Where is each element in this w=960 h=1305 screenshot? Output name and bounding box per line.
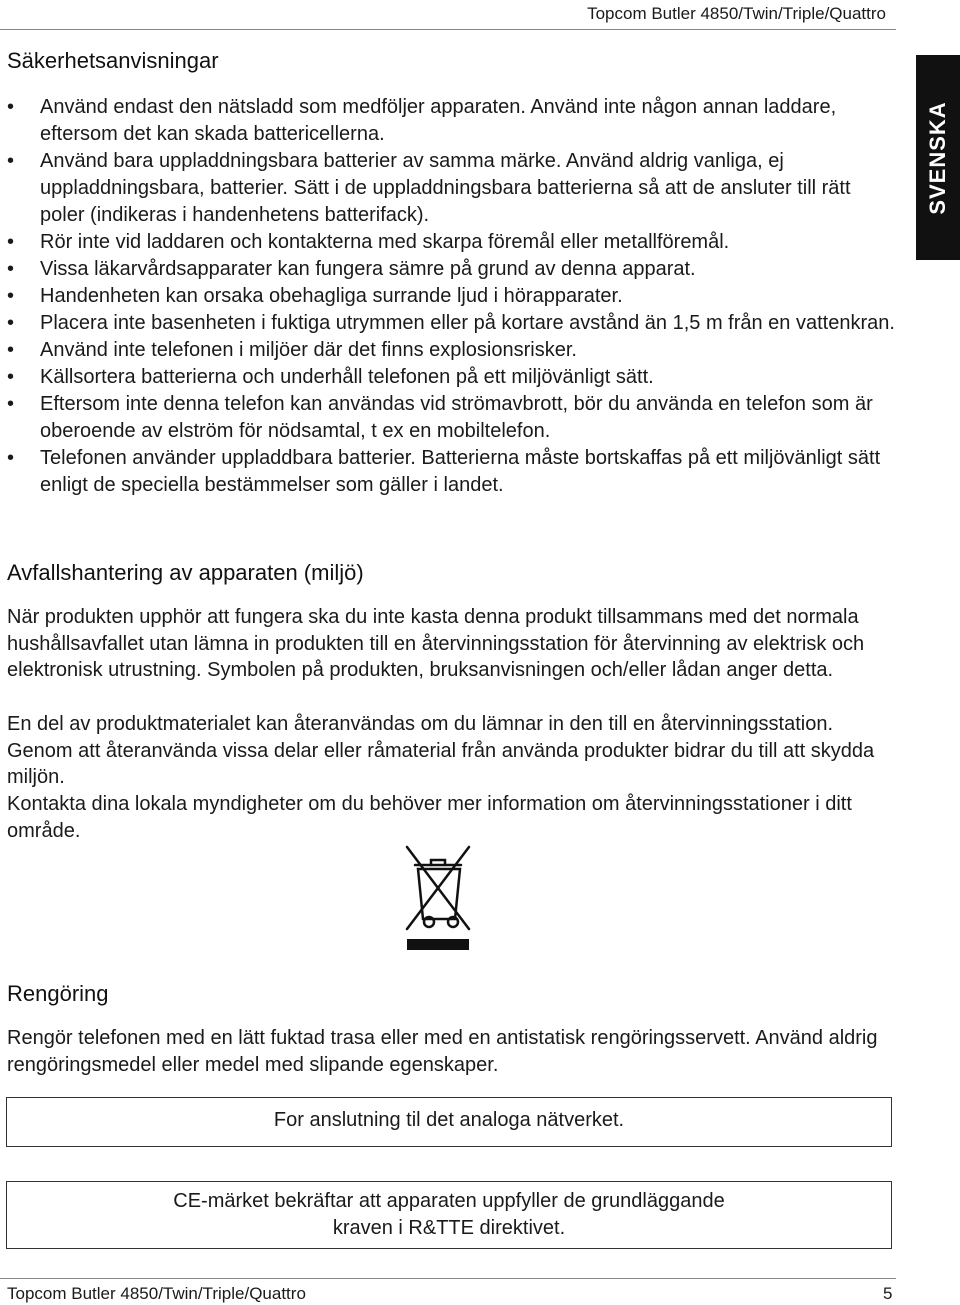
header-divider	[0, 29, 896, 30]
list-item-text: Rör inte vid laddaren och kontakterna med skarpa föremål eller metallföremål.	[40, 231, 730, 253]
bullet-icon: •	[7, 312, 15, 334]
ce-mark-notice-line-2: kraven i R&TTE direktivet.	[332, 1217, 566, 1239]
bullet-icon: •	[7, 393, 15, 415]
safety-list	[7, 94, 897, 499]
footer-divider	[0, 1278, 896, 1279]
disposal-paragraph-3: Kontakta dina lokala myndigheter om du behöver mer information om återvinningsstationer i ditt område.	[7, 793, 852, 842]
language-tab-label: SVENSKA	[925, 100, 950, 215]
bullet-icon: •	[7, 366, 15, 388]
ce-mark-notice	[6, 1181, 892, 1249]
list-item-text: Eftersom inte denna telefon kan användas vid strömavbrott, bör du använda en telefon som är oberoende av elström för nödsamtal, t ex en mobiltelefon.	[40, 393, 873, 442]
language-tab	[916, 55, 960, 260]
list-item-text: Använd bara uppladdningsbara batterier av samma märke. Använd aldrig vanliga, ej uppladdningsbara, batterier. Sätt i de uppladdningsbara batterierna så att de ansluter till rätt poler (indikeras i handenhetens batterifack).	[40, 150, 851, 226]
list-item	[7, 283, 897, 310]
bullet-icon: •	[7, 258, 15, 280]
analog-network-notice-text: For anslutning til det analoga nätverket.	[273, 1109, 625, 1131]
list-item-text: Källsortera batterierna och underhåll telefonen på ett miljövänligt sätt.	[40, 366, 654, 388]
disposal-paragraph-1: När produkten upphör att fungera ska du inte kasta denna produkt tillsammans med det normala hushållsavfallet utan lämna in produkten till en återvinningsstation för återvinning av elektrisk och elektronisk utrustning. Symbolen på produkten, bruksanvisningen och/eller lådan anger detta.	[7, 606, 865, 682]
analog-network-notice	[6, 1097, 892, 1147]
safety-heading: Säkerhetsanvisningar	[7, 48, 219, 73]
footer-title: Topcom Butler 4850/Twin/Triple/Quattro	[7, 1284, 306, 1303]
bullet-icon: •	[7, 285, 15, 307]
bullet-icon: •	[7, 339, 15, 361]
list-item	[7, 148, 897, 229]
weee-recycling-icon	[405, 845, 471, 952]
list-item	[7, 94, 897, 148]
ce-mark-notice-line-1: CE-märket bekräftar att apparaten uppfyller de grundläggande	[173, 1190, 725, 1212]
cleaning-heading: Rengöring	[7, 981, 109, 1006]
bullet-icon: •	[7, 96, 15, 118]
list-item-text: Telefonen använder uppladdbara batterier. Batterierna måste bortskaffas på ett miljövänligt sätt enligt de speciella bestämmelser som gäller i landet.	[40, 447, 881, 496]
list-item	[7, 256, 897, 283]
list-item	[7, 364, 897, 391]
list-item-text: Använd endast den nätsladd som medföljer apparaten. Använd inte någon annan laddare, eftersom det kan skada battericellerna.	[40, 96, 837, 145]
cleaning-text: Rengör telefonen med en lätt fuktad trasa eller med en antistatisk rengöringsservett. Använd aldrig rengöringsmedel eller medel med slipande egenskaper.	[7, 1027, 878, 1076]
header-title: Topcom Butler 4850/Twin/Triple/Quattro	[587, 4, 886, 23]
list-item-text: Använd inte telefonen i miljöer där det finns explosionsrisker.	[40, 339, 577, 361]
list-item-text: Placera inte basenheten i fuktiga utrymmen eller på kortare avstånd än 1,5 m från en vattenkran.	[40, 312, 895, 334]
list-item-text: Handenheten kan orsaka obehagliga surrande ljud i hörapparater.	[40, 285, 623, 307]
page-number: 5	[883, 1284, 893, 1303]
disposal-heading: Avfallshantering av apparaten (miljö)	[7, 560, 364, 585]
bullet-icon: •	[7, 150, 15, 172]
list-item	[7, 337, 897, 364]
list-item	[7, 229, 897, 256]
list-item	[7, 310, 897, 337]
list-item	[7, 445, 897, 499]
list-item-text: Vissa läkarvårdsapparater kan fungera sämre på grund av denna apparat.	[40, 258, 696, 280]
list-item	[7, 391, 897, 445]
disposal-paragraph-2: En del av produktmaterialet kan återanvändas om du lämnar in den till en återvinningsstation. Genom att återanvända vissa delar eller råmaterial från använda produkter bidrar du till att skydda miljön.	[7, 713, 875, 789]
bullet-icon: •	[7, 447, 15, 469]
bullet-icon: •	[7, 231, 15, 253]
